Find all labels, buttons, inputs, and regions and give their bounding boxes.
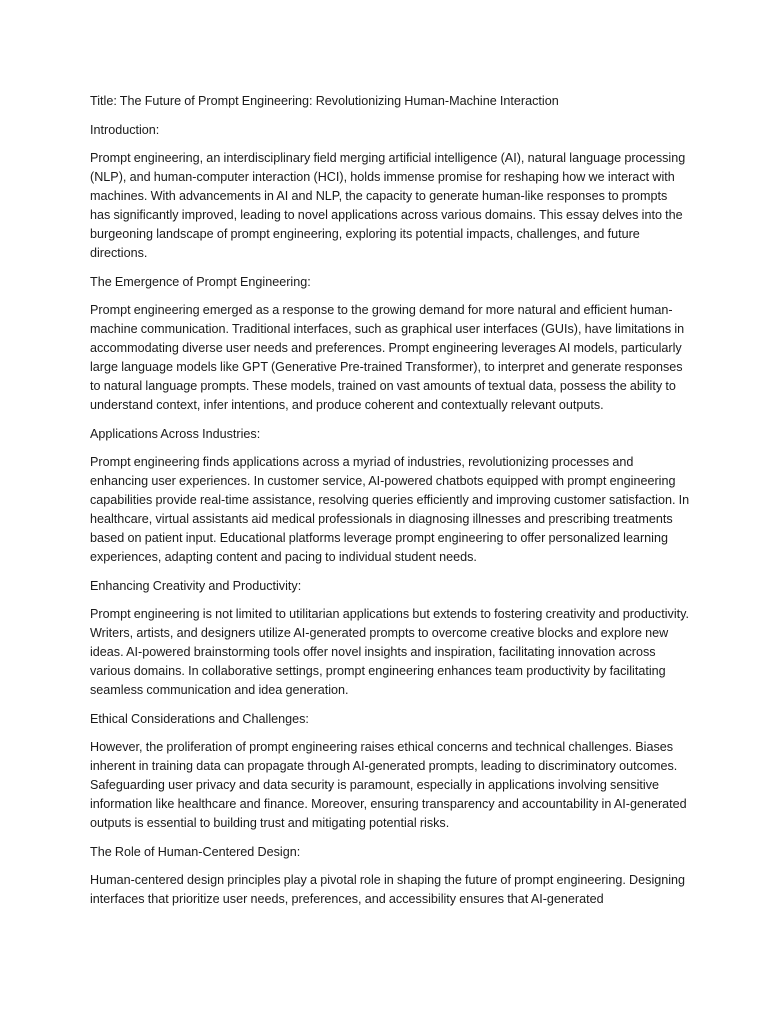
section-heading-creativity: Enhancing Creativity and Productivity: — [90, 578, 302, 593]
document-page — [90, 92, 690, 919]
section-paragraph-ethics: However, the proliferation of prompt engineering raises ethical concerns and technical challenges. Biases inherent in training data can propagate through AI-generated prompts, leading to discriminatory outcomes. Safeguarding user privacy and data security is paramount, especially in applications involving sensitive information like healthcare and finance. Moreover, ensuring transparency and accountability in AI-generated outputs is essential to building trust and mitigating potential risks. — [90, 740, 687, 830]
section-paragraph-human-centered-design: Human-centered design principles play a pivotal role in shaping the future of prompt engineering. Designing interfaces that prioritize user needs, preferences, and accessibility ensures that AI-generated — [90, 873, 686, 906]
section-paragraph-emergence: Prompt engineering emerged as a response to the growing demand for more natural and efficient human-machine communication. Traditional interfaces, such as graphical user interfaces (GUIs), have limitations in accommodating diverse user needs and preferences. Prompt engineering leverages AI models, particularly large language models like GPT (Generative Pre-trained Transformer), to interpret and generate responses to natural language prompts. These models, trained on vast amounts of textual data, possess the ability to understand context, infer intentions, and produce coherent and contextually relevant outputs. — [90, 303, 685, 412]
section-heading-human-centered-design: The Role of Human-Centered Design: — [90, 844, 301, 859]
section-heading-ethics: Ethical Considerations and Challenges: — [90, 711, 309, 726]
section-heading-applications: Applications Across Industries: — [90, 426, 261, 441]
section-heading-emergence: The Emergence of Prompt Engineering: — [90, 274, 311, 289]
section-paragraph-applications: Prompt engineering finds applications across a myriad of industries, revolutionizing processes and enhancing user experiences. In customer service, AI-powered chatbots equipped with prompt engineering capabilities provide real-time assistance, resolving queries efficiently and improving customer satisfaction. In healthcare, virtual assistants aid medical professionals in diagnosing illnesses and prescribing treatments based on patient input. Educational platforms leverage prompt engineering to offer personalized learning experiences, adapting content and pacing to individual student needs. — [90, 455, 690, 564]
section-paragraph-introduction: Prompt engineering, an interdisciplinary field merging artificial intelligence (AI), natural language processing (NLP), and human-computer interaction (HCI), holds immense promise for reshaping how we interact with machines. With advancements in AI and NLP, the capacity to generate human-like responses to prompts has significantly improved, leading to novel applications across various domains. This essay delves into the burgeoning landscape of prompt engineering, exploring its potential impacts, challenges, and future directions. — [90, 151, 686, 260]
section-heading-introduction: Introduction: — [90, 122, 160, 137]
section-paragraph-creativity: Prompt engineering is not limited to utilitarian applications but extends to fostering creativity and productivity. Writers, artists, and designers utilize AI-generated prompts to overcome creative blocks and explore new ideas. AI-powered brainstorming tools offer novel insights and inspiration, facilitating innovation across various domains. In collaborative settings, prompt engineering enhances team productivity by facilitating seamless communication and idea generation. — [90, 607, 689, 697]
document-title: Title: The Future of Prompt Engineering: Revolutionizing Human-Machine Interaction — [90, 94, 559, 108]
